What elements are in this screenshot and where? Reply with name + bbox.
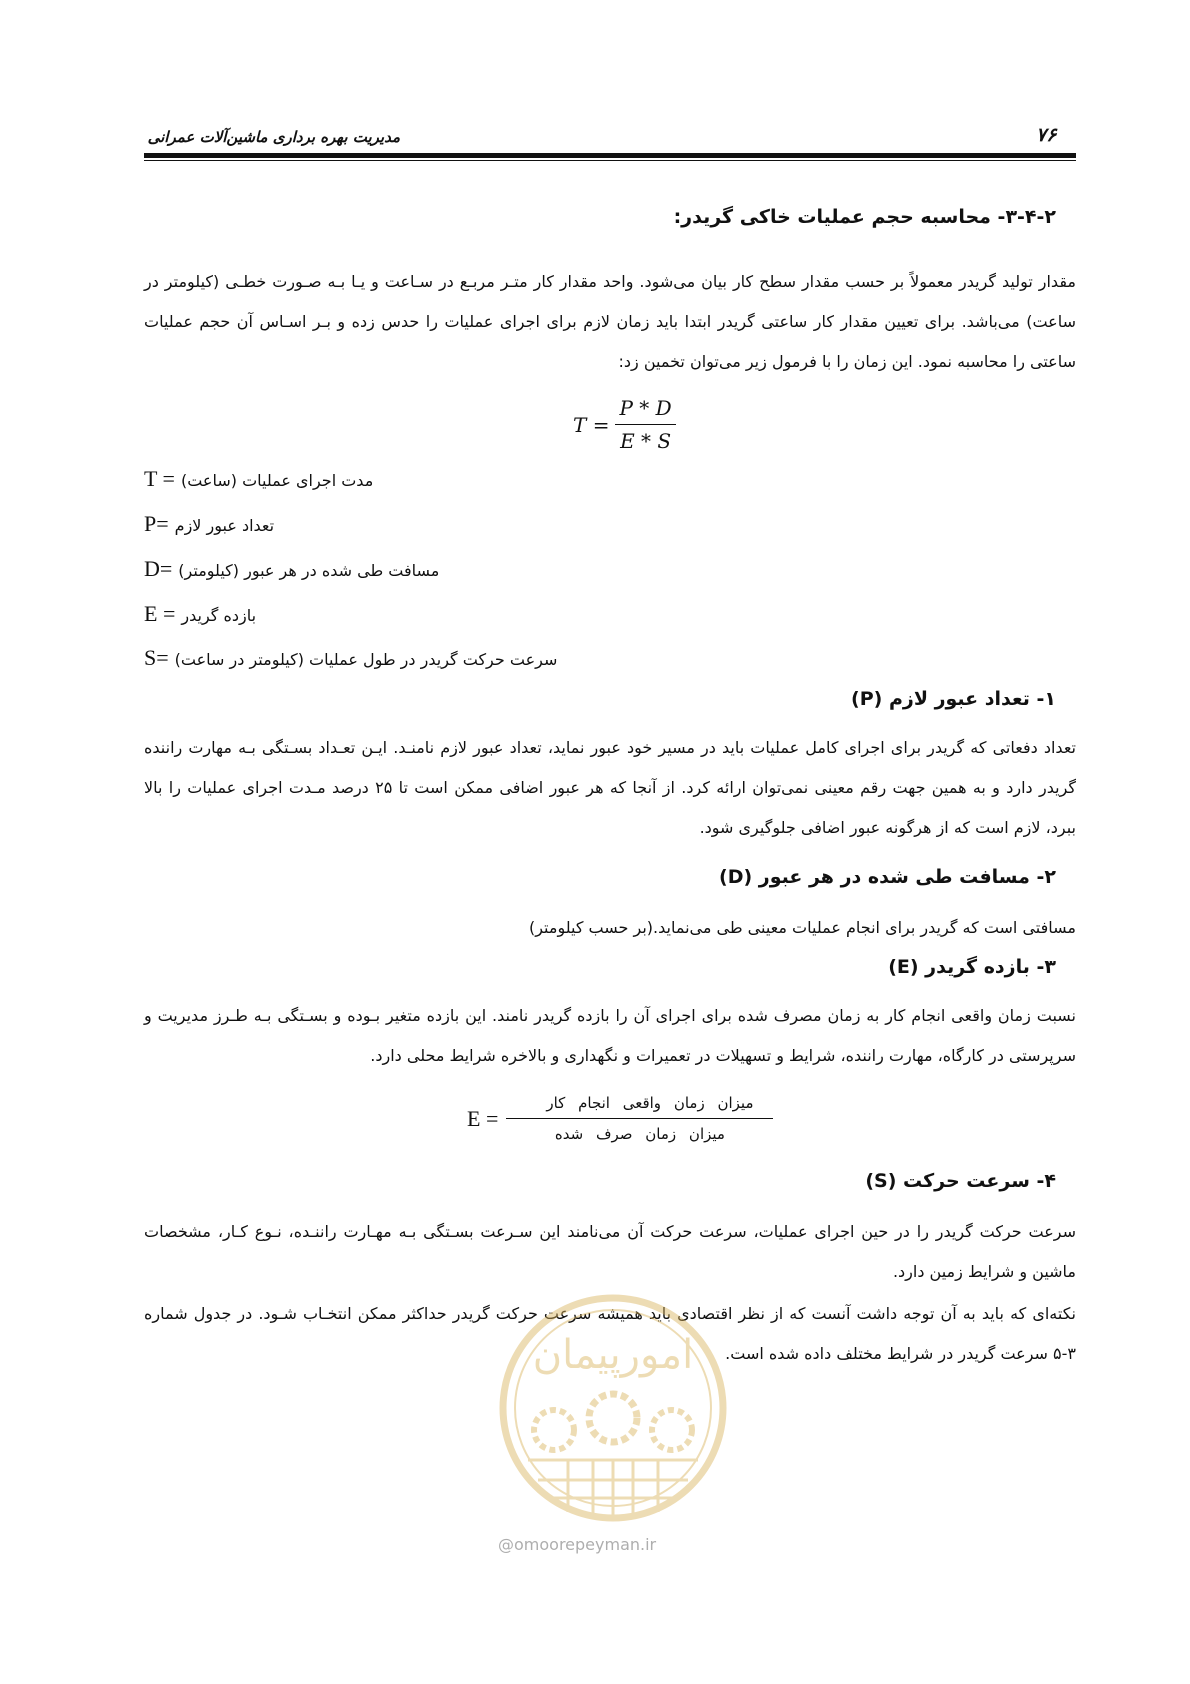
page-number: ۷۶	[1036, 124, 1057, 146]
time-formula	[573, 396, 676, 453]
efficiency-formula-lhs: E =	[467, 1105, 499, 1131]
item-text-efficiency: نسبت زمان واقعی انجام کار به زمان مصرف شده برای اجرای آن را بازده گریدر نامند. این بازده متغیر بـوده و بسـتگی بـه طـرز مدیریت و سرپرستی در کارگاه، مهارت راننده، شرایط و تسهیلات در تعمیرات و نگهداری و بالاخره شرایط محلی دارد.	[144, 1006, 1076, 1065]
definition-row	[144, 511, 274, 537]
watermark-logo	[488, 1290, 738, 1550]
efficiency-formula-numerator: میزان زمان واقعی انجام کار	[506, 1094, 773, 1119]
header-rule-thin	[144, 160, 1076, 161]
item-heading-distance: ۲- مسافت طی شده در هر عبور (D)	[719, 866, 1056, 888]
item-heading-efficiency: ۳- بازده گریدر (E)	[888, 956, 1056, 978]
item-text-speed-note: نکته‌ای که باید به آن توجه داشت آنست که از نظر اقتصادی باید همیشه سرعت حرکت گریدر حداکثر ممکن انتخـاب شـود. در جدول شماره ۳-۵ سرعت گریدر در شرایط مختلف داده شده است.	[144, 1304, 1076, 1363]
definition-symbol: E =	[144, 601, 176, 626]
section-heading: ۳-۴-۲- محاسبه حجم عملیات خاکی گریدر:	[673, 206, 1056, 228]
time-formula-lhs: T =	[573, 412, 610, 437]
definition-text: مدت اجرای عملیات (ساعت)	[180, 471, 374, 490]
definition-row	[144, 645, 557, 671]
efficiency-formula-denominator: میزان زمان صرف شده	[554, 1125, 725, 1143]
running-header-title: مدیریت بهره برداری ماشین‌آلات عمرانی	[147, 128, 400, 146]
definition-text: بازده گریدر	[181, 606, 257, 625]
definition-symbol: P=	[144, 511, 169, 536]
time-formula-numerator: P * D	[615, 396, 675, 425]
item-text-distance: مسافتی است که گریدر برای انجام عملیات معینی طی می‌نماید.(بر حسب کیلومتر)	[528, 918, 1076, 937]
definition-symbol: D=	[144, 556, 173, 581]
definition-text: سرعت حرکت گریدر در طول عملیات (کیلومتر در ساعت)	[174, 650, 558, 669]
section-intro: مقدار تولید گریدر معمولاً بر حسب مقدار سطح کار بیان می‌شود. واحد مقدار کار متـر مربـع در سـاعت و یـا بـه صـورت خطـی (کیلومتر در ساعت) می‌باشد. برای تعیین مقدار کار ساعتی گریدر ابتدا باید زمان لازم برای اجرای عملیات را حدس زده و بـر اسـاس آن حجم عملیات ساعتی را محاسبه نمود. این زمان را با فرمول زیر می‌توان تخمین زد:	[144, 272, 1076, 371]
item-text-passes: تعداد دفعاتی که گریدر برای اجرای کامل عملیات باید در مسیر خود عبور نماید، تعداد عبور لازم نامنـد. ایـن تعـداد بسـتگی بـه مهارت راننده گریدر دارد و به همین جهت رقم معینی نمی‌توان ارائه کرد. از آنجا که هر عبور اضافی ممکن است تا ۲۵ درصد مـدت اجرای عملیات را بالا ببرد، لازم است که از هرگونه عبور اضافی جلوگیری شود.	[144, 738, 1077, 837]
item-heading-passes: ۱- تعداد عبور لازم (P)	[851, 688, 1056, 710]
item-heading-speed: ۴- سرعت حرکت (S)	[865, 1170, 1056, 1192]
definition-text: تعداد عبور لازم	[174, 516, 275, 535]
definition-row	[144, 601, 256, 627]
time-formula-denominator: E * S	[620, 429, 672, 453]
definition-symbol: S=	[144, 645, 169, 670]
definition-row	[144, 466, 373, 492]
watermark-logo-text: امورپیمان	[532, 1332, 694, 1378]
definition-symbol: T =	[144, 466, 175, 491]
efficiency-formula	[467, 1094, 773, 1143]
efficiency-formula-fraction	[506, 1094, 773, 1143]
definition-text: مسافت طی شده در هر عبور (کیلومتر)	[178, 561, 440, 580]
time-formula-fraction	[615, 396, 675, 453]
watermark-url: @omoorepeyman.ir	[498, 1535, 657, 1554]
item-text-speed: سرعت حرکت گریدر را در حین اجرای عملیات، سرعت حرکت آن می‌نامند این سـرعت بسـتگی بـه مهـارت راننـده، نـوع کـار، مشخصات ماشین و شرایط زمین دارد.	[144, 1222, 1076, 1281]
header-rule	[144, 153, 1076, 158]
definition-row	[144, 556, 439, 582]
